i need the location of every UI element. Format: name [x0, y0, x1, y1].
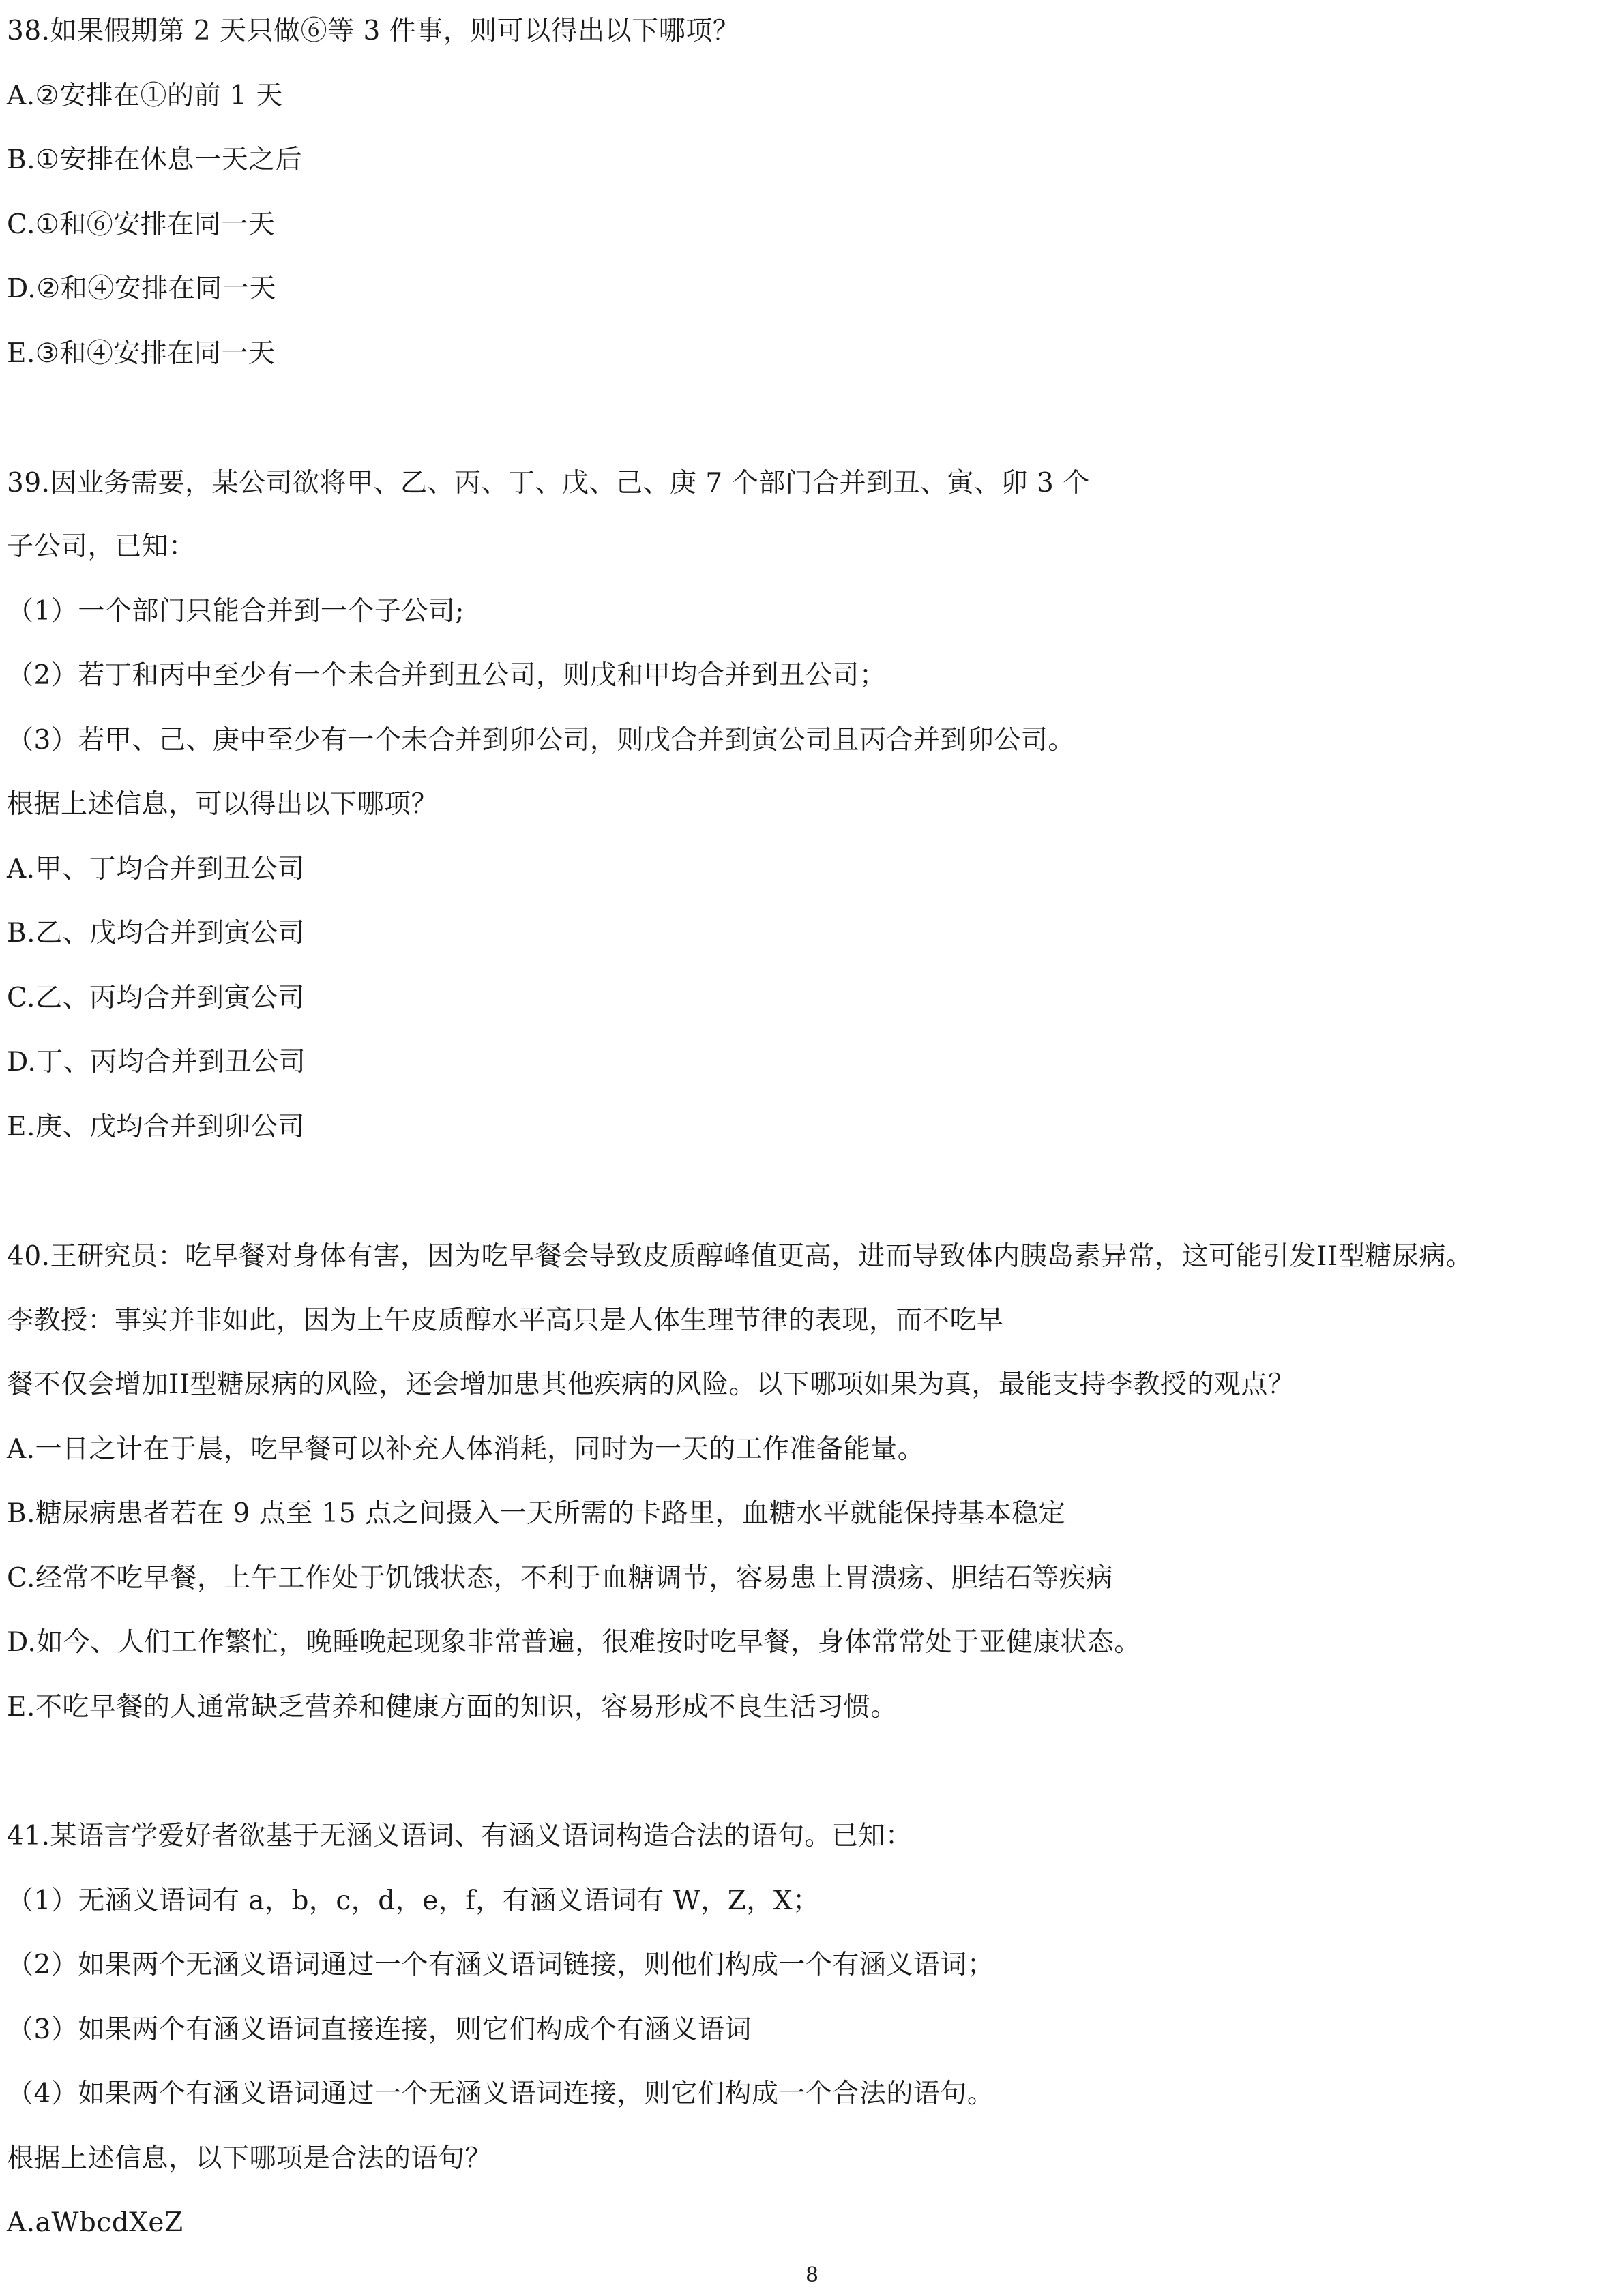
q41-option-a: A.aWbcdXeZ	[7, 2207, 183, 2238]
q41-question: 根据上述信息，以下哪项是合法的语句？	[7, 2143, 492, 2174]
q39-stem-line-2: 子公司，已知：	[7, 531, 196, 562]
q39-option-c: C.乙、丙均合并到寅公司	[7, 983, 305, 1013]
page-number: 8	[805, 2263, 819, 2287]
q39-option-b: B.乙、戊均合并到寅公司	[7, 918, 306, 949]
q39-condition-1: （1）一个部门只能合并到一个子公司;	[7, 596, 464, 627]
q39-option-e: E.庚、戊均合并到卯公司	[7, 1112, 305, 1142]
q38-option-b: B.①安排在休息一天之后	[7, 145, 303, 175]
q40-option-d: D.如今、人们工作繁忙，晚睡晚起现象非常普遍，很难按时吃早餐，身体常常处于亚健康状态。	[7, 1627, 1141, 1658]
q39-option-a: A.甲、丁均合并到丑公司	[7, 854, 305, 884]
q38-option-c: C.①和⑥安排在同一天	[7, 209, 276, 240]
q39-option-d: D.丁、丙均合并到丑公司	[7, 1047, 306, 1077]
q39-question: 根据上述信息，可以得出以下哪项？	[7, 789, 439, 820]
q40-option-c: C.经常不吃早餐，上午工作处于饥饿状态，不利于血糖调节，容易患上胃溃疡、胆结石等疾病	[7, 1563, 1113, 1594]
q38-stem-line-1: 38.如果假期第 2 天只做⑥等 3 件事，则可以得出以下哪项？	[7, 16, 740, 46]
q40-option-e: E.不吃早餐的人通常缺乏营养和健康方面的知识，容易形成不良生活习惯。	[7, 1692, 898, 1723]
q40-stem-line-3: 餐不仅会增加II型糖尿病的风险，还会增加患其他疾病的风险。以下哪项如果为真，最能支持李教授的观点？	[7, 1369, 1295, 1400]
q41-condition-2: （2）如果两个无涵义语词通过一个有涵义语词链接，则他们构成一个有涵义语词；	[7, 1950, 994, 1980]
q38-option-e: E.③和④安排在同一天	[7, 338, 276, 369]
q40-stem-line-2: 李教授：事实并非如此，因为上午皮质醇水平高只是人体生理节律的表现，而不吃早	[7, 1305, 1004, 1336]
q39-condition-2: （2）若丁和丙中至少有一个未合并到丑公司，则戊和甲均合并到丑公司；	[7, 660, 887, 691]
q39-stem-line-1: 39.因业务需要，某公司欲将甲、乙、丙、丁、戊、己、庚 7 个部门合并到丑、寅、卯 3 个	[7, 468, 1090, 498]
q41-condition-4: （4）如果两个有涵义语词通过一个无涵义语词连接，则它们构成一个合法的语句。	[7, 2078, 994, 2109]
q41-stem-line-1: 41.某语言学爱好者欲基于无涵义语词、有涵义语词构造合法的语句。已知：	[7, 1821, 913, 1851]
q38-option-a: A.②安排在①的前 1 天	[7, 80, 283, 111]
q41-condition-1: （1）无涵义语词有 a，b，c，d，e，f，有涵义语词有 W，Z，X；	[7, 1885, 820, 1916]
q40-stem-line-1: 40.王研究员：吃早餐对身体有害，因为吃早餐会导致皮质醇峰值更高，进而导致体内胰岛素异常，这可能引发II型糖尿病。	[7, 1241, 1473, 1272]
q39-condition-3: （3）若甲、己、庚中至少有一个未合并到卯公司，则戊合并到寅公司且丙合并到卯公司。	[7, 725, 1075, 756]
q40-option-b: B.糖尿病患者若在 9 点至 15 点之间摄入一天所需的卡路里，血糖水平就能保持基本稳定	[7, 1498, 1066, 1529]
q41-condition-3: （3）如果两个有涵义语词直接连接，则它们构成个有涵义语词	[7, 2014, 752, 2045]
q40-option-a: A.一日之计在于晨，吃早餐可以补充人体消耗，同时为一天的工作准备能量。	[7, 1434, 925, 1465]
q38-option-d: D.②和④安排在同一天	[7, 273, 276, 304]
